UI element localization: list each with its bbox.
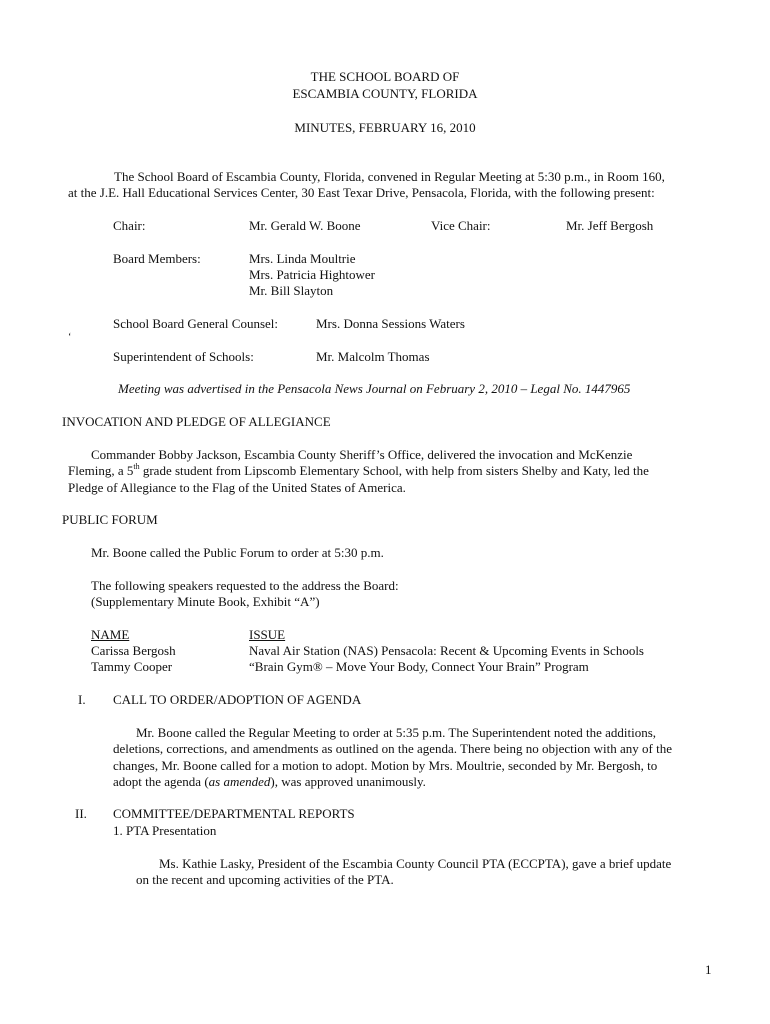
speakers-col-name: NAME <box>91 627 130 642</box>
board-title-line1: THE SCHOOL BOARD OF <box>310 69 460 84</box>
board-title-line2: ESCAMBIA COUNTY, FLORIDA <box>292 86 478 101</box>
invocation-line1: Commander Bobby Jackson, Escambia County Sheriff’s Office, delivered the invocation and McKenzie <box>91 447 633 462</box>
speaker-issue: “Brain Gym® – Move Your Body, Connect Your Brain” Program <box>249 659 589 674</box>
speakers-line2: (Supplementary Minute Book, Exhibit “A”) <box>91 594 320 609</box>
speakers-col-issue: ISSUE <box>249 627 286 642</box>
section2-line1: Ms. Kathie Lasky, President of the Escambia County Council PTA (ECCPTA), gave a brief update <box>159 856 672 871</box>
speaker-name: Tammy Cooper <box>91 659 173 674</box>
superintendent-name: Mr. Malcolm Thomas <box>316 349 430 364</box>
section1-number: I. <box>78 692 86 707</box>
section2-line2: on the recent and upcoming activities of the PTA. <box>136 872 394 887</box>
section1-line2: deletions, corrections, and amendments as outlined on the agenda. There being no objection with any of the <box>113 741 672 756</box>
intro-line2: at the J.E. Hall Educational Services Center, 30 East Texar Drive, Pensacola, Florida, with the following present: <box>68 185 655 200</box>
section1-line3: changes, Mr. Boone called for a motion to adopt. Motion by Mrs. Moultrie, seconded by Mr. Bergosh, to <box>113 758 658 773</box>
vice-chair-label: Vice Chair: <box>431 218 491 233</box>
speaker-name: Carissa Bergosh <box>91 643 176 658</box>
chair-name: Mr. Gerald W. Boone <box>249 218 361 233</box>
invocation-line3: Pledge of Allegiance to the Flag of the United States of America. <box>68 480 406 495</box>
stray-mark: ‘ <box>68 332 72 343</box>
minutes-title: MINUTES, FEBRUARY 16, 2010 <box>294 120 476 135</box>
invocation-line2: Fleming, a 5th grade student from Lipscomb Elementary School, with help from sisters Shelby and Katy, led the <box>68 461 649 478</box>
public-forum-heading: PUBLIC FORUM <box>62 512 158 527</box>
board-member: Mrs. Linda Moultrie <box>249 251 356 266</box>
section1-line1: Mr. Boone called the Regular Meeting to order at 5:35 p.m. The Superintendent noted the additions, <box>136 725 657 740</box>
speaker-issue: Naval Air Station (NAS) Pensacola: Recent & Upcoming Events in Schools <box>249 643 644 658</box>
vice-chair-name: Mr. Jeff Bergosh <box>566 218 654 233</box>
speakers-line1: The following speakers requested to the address the Board: <box>91 578 399 593</box>
invocation-heading: INVOCATION AND PLEDGE OF ALLEGIANCE <box>62 414 331 429</box>
section2-number: II. <box>75 806 87 821</box>
page-number: 1 <box>705 962 712 977</box>
counsel-name: Mrs. Donna Sessions Waters <box>316 316 465 331</box>
section2-subheading: 1. PTA Presentation <box>113 823 217 838</box>
counsel-label: School Board General Counsel: <box>113 316 278 331</box>
section2-heading: COMMITTEE/DEPARTMENTAL REPORTS <box>113 806 355 821</box>
section1-heading: CALL TO ORDER/ADOPTION OF AGENDA <box>113 692 362 707</box>
superintendent-label: Superintendent of Schools: <box>113 349 254 364</box>
public-forum-order: Mr. Boone called the Public Forum to order at 5:30 p.m. <box>91 545 384 560</box>
section1-line4: adopt the agenda (as amended), was approved unanimously. <box>113 774 426 789</box>
board-member: Mrs. Patricia Hightower <box>249 267 376 282</box>
advertised-note: Meeting was advertised in the Pensacola News Journal on February 2, 2010 – Legal No. 1447965 <box>118 381 631 396</box>
intro-line1: The School Board of Escambia County, Florida, convened in Regular Meeting at 5:30 p.m., in Room 160, <box>114 169 665 184</box>
board-member: Mr. Bill Slayton <box>249 283 334 298</box>
board-members-label: Board Members: <box>113 251 201 266</box>
chair-label: Chair: <box>113 218 146 233</box>
